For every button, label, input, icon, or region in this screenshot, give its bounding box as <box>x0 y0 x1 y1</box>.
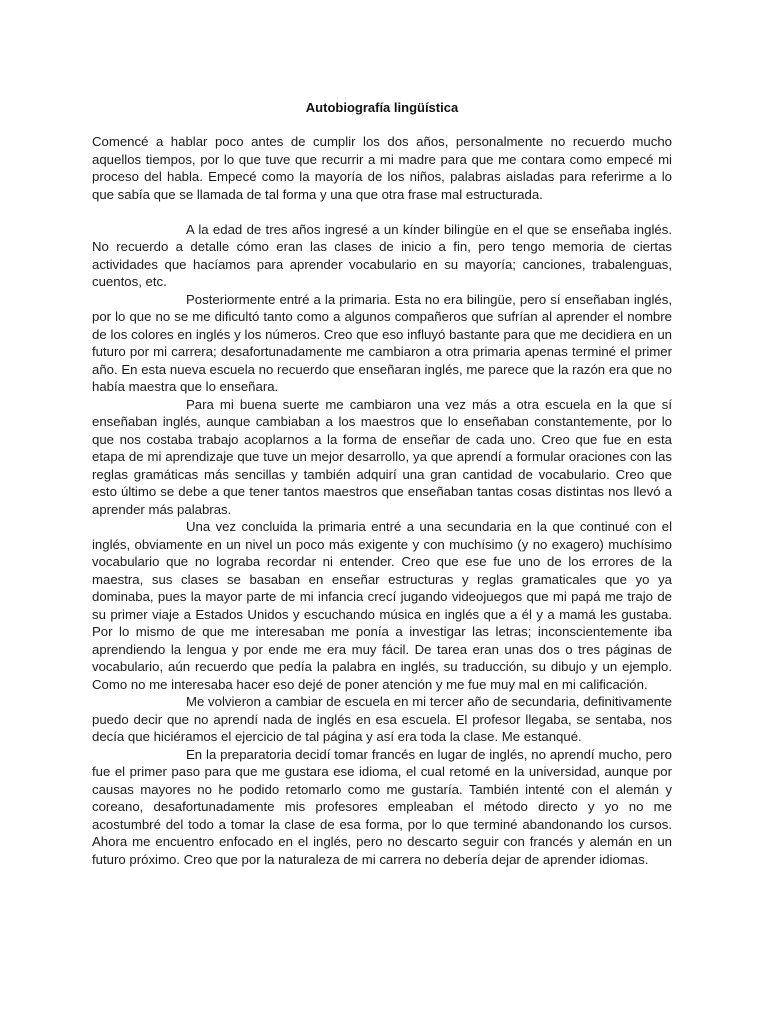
paragraph-third-year-secondary: Me volvieron a cambiar de escuela en mi tercer año de secundaria, definitivamente puedo decir que no aprendí nada de inglés en esa escuela. El profesor llegaba, se sentaba, nos decía que hiciéramos el ejercicio de tal página y así era toda la clase. Me estanqué. <box>92 694 672 744</box>
paragraph-primary-school: Posteriormente entré a la primaria. Esta no era bilingüe, pero sí enseñaban inglés, por lo que no se me dificultó tanto como a algunos compañeros que sufrían al aprender el nombre de los colores en inglés y los números. Creo que eso influyó bastante para que me decidiera en un futuro por mi carrera; desafortunadamente me cambiaron a otra primaria apenas terminé el primer año. En esta nueva escuela no recuerdo que enseñaran inglés, me parece que la razón era que no había maestra que lo enseñara. <box>92 291 672 394</box>
document-title: Autobiografía lingüística <box>305 100 459 115</box>
document-body <box>92 133 672 867</box>
paragraph-secondary-school: Una vez concluida la primaria entré a una secundaria en la que continué con el inglés, obviamente en un nivel un poco más exigente y con muchísimo (y no exagero) muchísimo vocabulario que no lograba recordar ni entender. Creo que ese fue uno de los errores de la maestra, sus clases se basaban en enseñar estructuras y reglas gramaticales que yo ya dominaba, pues la mayor parte de mi infancia crecí jugando videojuegos que mi papá me trajo de su primer viaje a Estados Unidos y escuchando música en inglés que a él y a mamá les gustaba. Por lo mismo de que me interesaban me ponía a investigar las letras; inconscientemente iba aprendiendo la lengua y por ende me era muy fácil. De tarea eran unas dos o tres páginas de vocabulario, aún recuerdo que pedía la palabra en inglés, su traducción, su dibujo y un ejemplo. Como no me interesaba hacer eso dejé de poner atención y me fue muy mal en mi calificación. <box>92 519 672 692</box>
paragraph-high-school: En la preparatoria decidí tomar francés en lugar de inglés, no aprendí mucho, pero fue el primer paso para que me gustara ese idioma, el cual retomé en la universidad, aunque por causas mayores no he podido retomarlo como me gustaría. También intenté con el alemán y coreano, desafortunadamente mis profesores empleaban el método directo y yo no me acostumbré del todo a tomar la clase de esa forma, por lo que terminé abandonando los cursos. Ahora me encuentro enfocado en el inglés, pero no descarto seguir con francés y alemán en un futuro próximo. Creo que por la naturaleza de mi carrera no debería dejar de aprender idiomas. <box>92 746 672 867</box>
paragraph-new-school: Para mi buena suerte me cambiaron una vez más a otra escuela en la que sí enseñaban inglés, aunque cambiaban a los maestros que lo enseñaban constantemente, por lo que nos costaba trabajo acoplarnos a la forma de enseñar de cada uno. Creo que fue en esta etapa de mi aprendizaje que tuve un mejor desarrollo, ya que aprendí a formular oraciones con las reglas gramáticas más sencillas y también adquirí una gran cantidad de vocabulario. Creo que esto último se debe a que tener tantos maestros que enseñaban tantas cosas distintas nos llevó a aprender más palabras. <box>92 396 672 517</box>
paragraph-kindergarten: A la edad de tres años ingresé a un kínder bilingüe en el que se enseñaba inglés. No recuerdo a detalle cómo eran las clases de inicio a fin, pero tengo memoria de ciertas actividades que hacíamos para aprender vocabulario en su mayoría; canciones, trabalenguas, cuentos, etc. <box>92 221 672 289</box>
paragraph-childhood-speech: Comencé a hablar poco antes de cumplir los dos años, personalmente no recuerdo mucho aquellos tiempos, por lo que tuve que recurrir a mi madre para que me contara como empecé mi proceso del habla. Empecé como la mayoría de los niños, palabras aisladas para referirme a lo que sabía que se llamada de tal forma y una que otra frase mal estructurada. <box>92 134 672 202</box>
